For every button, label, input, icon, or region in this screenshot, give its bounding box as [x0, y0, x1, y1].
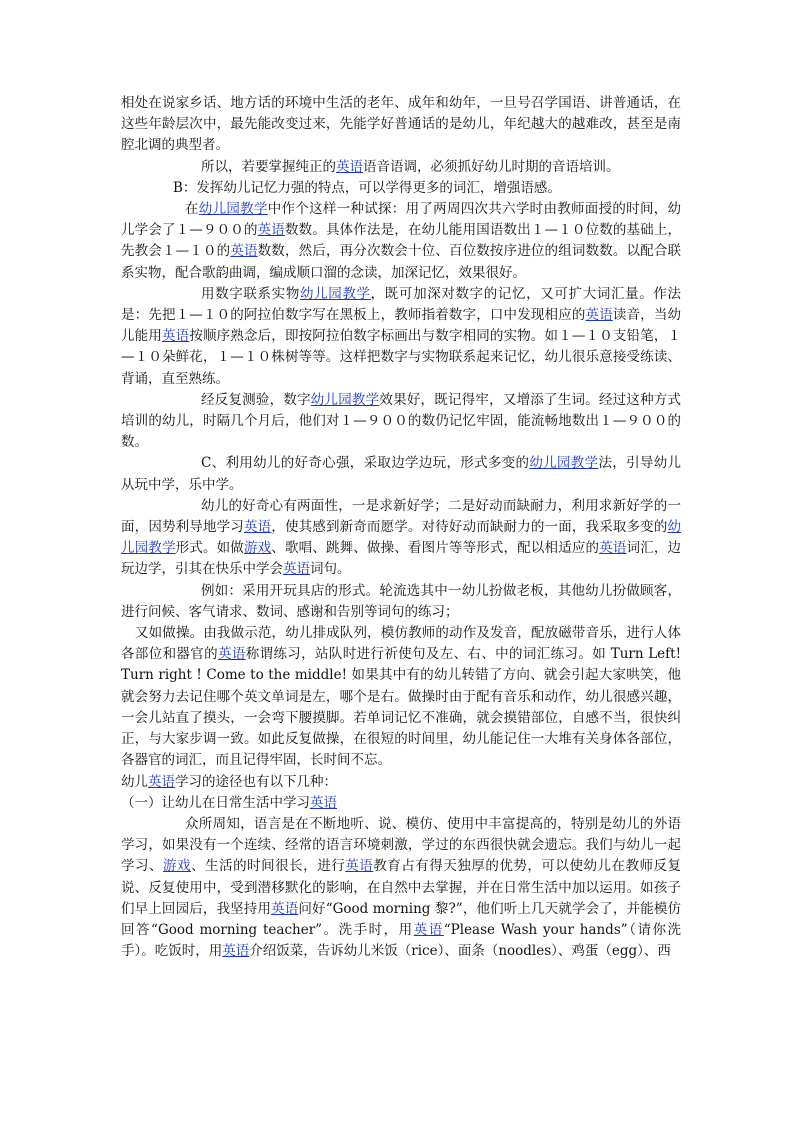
keyword-link[interactable]: 英语 — [336, 158, 363, 175]
keyword-link[interactable]: 幼儿园教学 — [299, 285, 371, 302]
text-run: 、歌唱、跳舞、做操、看图片等等形式，配以相适应的 — [271, 540, 600, 557]
text-run: 数数。具体作法是，在幼儿能用国语数出１—１０位数的基础上，先教会１—１０的 — [121, 222, 682, 260]
keyword-link[interactable]: 幼儿园教学 — [121, 519, 682, 557]
keyword-link[interactable]: 英语 — [271, 900, 299, 917]
keyword-link[interactable]: 英语 — [345, 858, 374, 875]
keyword-link[interactable]: 幼儿园教学 — [198, 201, 268, 218]
text-run: 幼儿 — [121, 773, 148, 790]
text-run: 、生活的时间很长，进行 — [191, 858, 346, 875]
keyword-link[interactable]: 幼儿园教学 — [529, 455, 599, 472]
text-run: ，既可加深对数字的记忆，又可扩大词汇量。作法是：先把１—１０的阿拉伯数字写在黑板上，教师指着数字，口中发现相应的 — [121, 285, 682, 324]
paragraph-age-comparison — [121, 93, 681, 157]
text-run: 教育占有得天独厚的优势，可以使幼儿在教师反复说、反复使用中，受到潜移默化的影响，在自然中去掌握，并在日常生活中加以运用。如孩子们早上回园后，我坚持用 — [121, 858, 682, 917]
paragraph-exercise-example — [121, 623, 681, 771]
text-run: 语音语调，必须抓好幼儿时期的音语培训。 — [363, 158, 620, 175]
text-run: 读音，当幼儿能用 — [121, 307, 682, 345]
text-run: C、利用幼儿的好奇心强，采取边学边玩，形式多变的 — [201, 455, 530, 472]
keyword-link[interactable]: 英语 — [310, 794, 337, 811]
text-run: 介绍饭菜，告诉幼儿米饭（rice）、面条（noodles）、鸡蛋（egg）、西 — [249, 943, 671, 960]
text-run: 用数字联系实物 — [201, 285, 300, 302]
keyword-link[interactable]: 幼儿园教学 — [310, 391, 380, 408]
paragraph-number-objects — [121, 284, 681, 390]
document-body — [121, 93, 681, 962]
text-run: 经反复测验，数字 — [201, 391, 311, 408]
paragraph-pronunciation — [121, 157, 681, 178]
keyword-link[interactable]: 英语 — [230, 243, 258, 260]
text-run: 词句。 — [310, 561, 351, 578]
text-run: 例如：采用开玩具店的形式。轮流选其中一幼儿扮做老板，其他幼儿扮做顾客，进行问候、客气请求、数词、感谢和告别等词句的练习； — [121, 582, 681, 620]
keyword-link[interactable]: 英语 — [283, 561, 310, 578]
keyword-link[interactable]: 游戏 — [163, 858, 192, 875]
paragraph-daily-life — [121, 814, 681, 962]
keyword-link[interactable]: 英语 — [585, 307, 613, 324]
keyword-link[interactable]: 英语 — [413, 921, 444, 938]
keyword-link[interactable]: 英语 — [257, 222, 285, 239]
text-run: ，使其感到新奇而愿学。对待好动而缺耐力的一面，我采取多变的 — [271, 519, 668, 536]
heading-daily-life — [121, 793, 681, 814]
text-run: 所以，若要掌握纯正的 — [201, 158, 336, 175]
text-run: 数数，然后，再分次数会十位、百位数按序进位的组词数数。以配合联系实物，配合歌韵曲调，编成顺口溜的念读，加深记忆，效果很好。 — [121, 243, 682, 281]
text-run: 在 — [185, 201, 199, 218]
text-run: 词汇，边玩边学，引其在快乐中学会 — [121, 540, 682, 578]
text-run: 众所周知，语言是在不断地听、说、模仿、使用中丰富提高的，特别是幼儿的外语学习，如果没有一个连续、经常的语言环境刺激，学过的东西很快就会遗忘。我们与幼儿一起学习、 — [121, 815, 681, 875]
text-run: 中作个这样一种试探：用了两周四次共六学时由教师面授的时间，幼儿学会了１—９００的 — [121, 201, 682, 239]
keyword-link[interactable]: 游戏 — [243, 540, 272, 557]
keyword-link[interactable]: 英语 — [218, 646, 246, 663]
heading-point-b — [121, 178, 681, 199]
text-run: 形式。如做 — [175, 540, 244, 557]
text-run: 按顺序熟念后，即按阿拉伯数字标画出与数字相同的实物。如１—１０支铅笔，１—１０朵鲜花，１—１０株树等等。这样把数字与实物联系起来记忆，幼儿很乐意接受练读、背诵，直至熟练。 — [121, 328, 682, 387]
paragraph-toy-shop-example — [121, 581, 681, 623]
text-run: 称谓练习，站队时进行祈使句及左、右、中的词汇练习。如 Turn Left! Turn right ! Come to the middle! 如果其中有的幼儿转错了方向、就会引起大家哄笑，他就会努力去记住哪个英文单词是左，哪个是右。做操时由于配有音乐和动作，幼儿很感兴趣，一会儿站直了摸头，一会弯下腰摸脚。若单词记忆不准确，就会摸错部位，自感不当，很快纠正，与大家步调一致。如此反复做操，在很短的时间里，幼儿能记住一大堆有关身体各部位，各器官的词汇，而且记得牢固，长时间不忘。 — [121, 646, 682, 769]
text-run: 学习的途径也有以下几种： — [175, 773, 337, 790]
paragraph-curiosity — [121, 496, 681, 581]
keyword-link[interactable]: 英语 — [162, 328, 190, 345]
heading-point-c — [121, 453, 681, 495]
text-run: （一）让幼儿在日常生活中学习 — [121, 794, 310, 811]
text-run: 幼儿的好奇心有两面性，一是求新好学；二是好动而缺耐力，利用求新好学的一面，因势利导地学习 — [121, 497, 681, 536]
paragraph-test-results — [121, 390, 681, 454]
text-run: 又如做操。由我做示范，幼儿排成队列，模仿教师的动作及发音，配放磁带音乐，进行人体各部位和器官的 — [121, 625, 681, 663]
text-run: B：发挥幼儿记忆力强的特点，可以学得更多的词汇，增强语感。 — [173, 179, 561, 196]
text-run: “Please Wash your hands”（请你洗手）。吃饭时，用 — [121, 921, 681, 960]
text-run: 法，引导幼儿从玩中学，乐中学。 — [121, 455, 682, 493]
text-run: 相处在说家乡话、地方话的环境中生活的老年、成年和幼年，一旦号召学国语、讲普通话，在这些年龄层次中，最先能改变过来，先能学好普通话的是幼儿，年纪越大的越难改，甚至是南腔北调的典型者。 — [121, 95, 681, 154]
paragraph-learning-ways — [121, 772, 681, 793]
keyword-link[interactable]: 英语 — [222, 943, 250, 960]
keyword-link[interactable]: 英语 — [243, 519, 272, 536]
text-run: 效果好，既记得牢，又增添了生词。经过这种方式培训的幼儿，时隔几个月后，他们对１—９００的数仍记忆牢固，能流畅地数出１—９００的数。 — [121, 391, 682, 451]
keyword-link[interactable]: 英语 — [599, 540, 627, 557]
paragraph-number-counting — [121, 199, 681, 284]
keyword-link[interactable]: 英语 — [148, 773, 175, 790]
text-run: 问好“Good morning 黎?”，他们听上几天就学会了，并能模仿回答“Good morning teacher”。洗手时，用 — [121, 900, 682, 938]
